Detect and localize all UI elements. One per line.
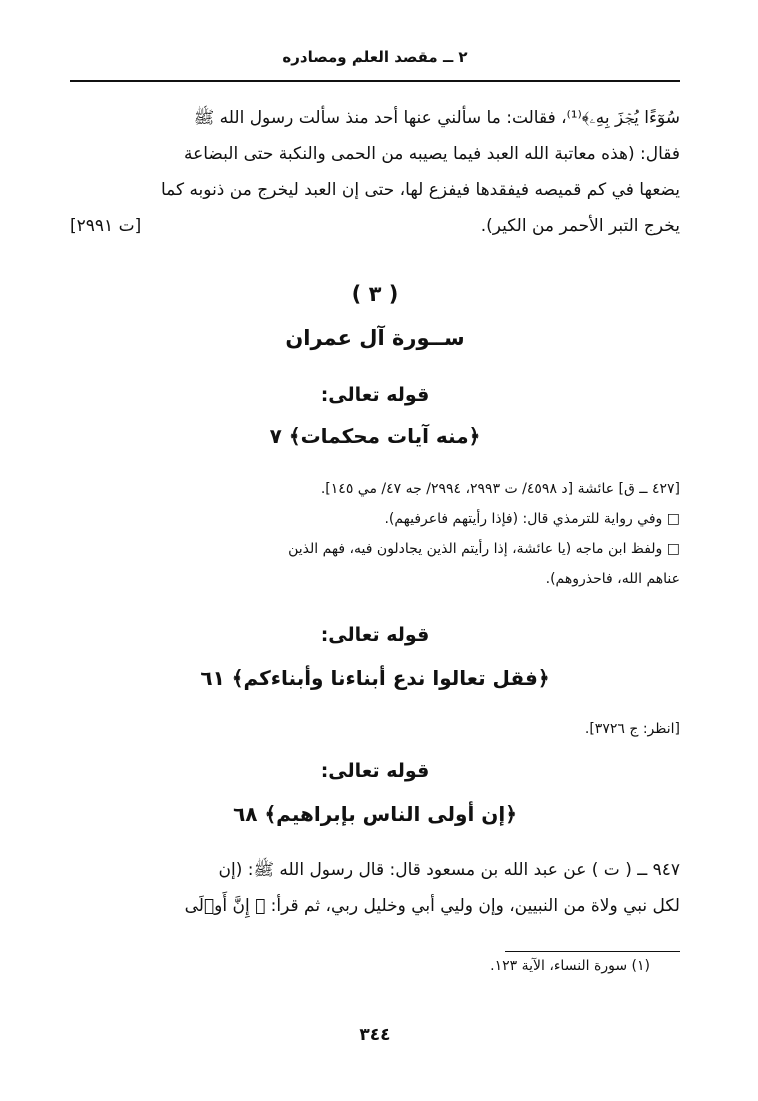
chapter-number: ( ٣ ): [351, 282, 399, 306]
section-heading: قوله تعالى:: [320, 384, 430, 406]
intro-line: سُوٓءًا يُجۡزَ بِهِۦ﴾⁽¹⁾، فقالت: ما سألني عنها أحد منذ سألت رسول الله ﷺ: [193, 108, 680, 128]
intro-reference: [ت ٢٩٩١]: [70, 216, 142, 236]
intro-line: فقال: (هذه معاتبة الله العبد فيما يصيبه من الحمى والنكبة حتى البضاعة: [183, 144, 680, 164]
note-continuation: عناهم الله، فاحذروهم).: [545, 571, 680, 587]
section-verse: ﴿منه آيات محكمات﴾ ٧: [269, 424, 481, 448]
intro-paragraph: [70, 100, 680, 244]
hadith-line: لكل نبي ولاة من النبيين، وإن وليي أبي وخليل ربي، ثم قرأ: ﴿ إِنَّ أَوۡلَى: [184, 896, 680, 916]
section-body: [70, 474, 680, 594]
intro-line-text: يخرج التبر الأحمر من الكير).: [480, 216, 680, 236]
hadith-line: ٩٤٧ ــ ( ت ) عن عبد الله بن مسعود قال: قال رسول الله ﷺ: (إن: [218, 860, 680, 880]
section-heading: قوله تعالى:: [320, 624, 430, 646]
note-bullet: □ ولفظ ابن ماجه (يا عائشة، إذا رأيتم الذين يجادلون فيه، فهم الذين: [70, 534, 680, 564]
section-body: [70, 714, 680, 744]
note-bullet: □ وفي رواية للترمذي قال: (فإذا رأيتهم فاعرفيهم).: [70, 504, 680, 534]
page-number: ٣٤٤: [359, 1025, 391, 1045]
cross-reference: [انظر: ج ٣٧٢٦].: [584, 721, 680, 737]
footnote: (١) سورة النساء، الآية ١٢٣.: [490, 958, 650, 974]
chapter-title: ســورة آل عمران: [285, 326, 465, 350]
intro-line: يضعها في كم قميصه فيفقدها فيفزع لها، حتى إن العبد ليخرج من ذنوبه كما: [160, 180, 680, 200]
section-verse: ﴿إن أولى الناس بإبراهيم﴾ ٦٨: [233, 802, 517, 826]
hadith-paragraph: [70, 852, 680, 924]
section-heading: قوله تعالى:: [320, 760, 430, 782]
footnote-rule: [505, 951, 680, 952]
intro-line: [70, 208, 680, 244]
header-rule: [70, 80, 680, 82]
section-verse: ﴿فقل تعالوا ندع أبناءنا وأبناءكم﴾ ٦١: [200, 666, 550, 690]
running-header: ٢ ــ مقصد العلم ومصادره: [282, 48, 468, 66]
hadith-reference: [٤٢٧ ــ ق] عائشة [د ٤٥٩٨/ ت ٢٩٩٣، ٢٩٩٤/ جه ٤٧/ مي ١٤٥].: [320, 481, 680, 497]
